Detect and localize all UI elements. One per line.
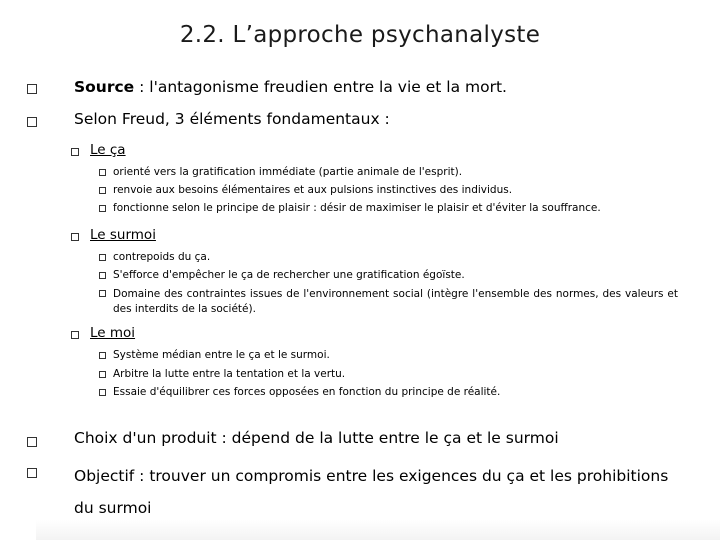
slide-title: 2.2. L’approche psychanalyste [179,22,541,48]
point-text: renvoie aux besoins élémentaires et aux pulsions instinctives des individus. [113,184,513,196]
point-text: contrepoids du ça. [113,251,211,263]
bullet-box-icon [27,84,37,94]
point-text: Domaine des contraintes issues de l'environnement social (intègre l'ensemble des normes, des valeurs et des interdits de la société). [113,288,678,315]
point-text: S'efforce d'empêcher le ça de rechercher une gratification égoïste. [113,269,465,281]
bullet-box-icon [99,389,106,396]
bullet-choix: Choix d'un produit : dépend de la lutte entre le ça et le surmoi [74,429,559,447]
point-text: Système médian entre le ça et le surmoi. [113,349,330,361]
bullet-box-icon [99,352,106,359]
bullet-box-icon [99,290,106,297]
bullet-objectif: Objectif : trouver un compromis entre les exigences du ça et les prohibitions du surmoi [74,467,669,517]
bullet-box-icon [27,437,37,447]
bullet-freud: Selon Freud, 3 éléments fondamentaux : [74,110,390,128]
bullet-source [74,78,507,96]
bullet-box-icon [99,254,106,261]
bullet-box-icon [71,331,79,339]
bullet-text: : l'antagonisme freudien entre la vie et la mort. [134,78,507,96]
bullet-lead: Source [74,78,135,96]
bullet-box-icon [71,233,79,241]
bullet-box-icon [27,468,37,478]
bullet-box-icon [99,272,106,279]
bullet-box-icon [71,148,79,156]
bullet-box-icon [99,371,106,378]
section-heading-moi: Le moi [90,325,136,341]
bullet-box-icon [27,117,37,127]
point-text: Arbitre la lutte entre la tentation et la vertu. [113,368,346,380]
bullet-box-icon [99,205,106,212]
section-heading-ca: Le ça [90,142,126,158]
bullet-box-icon [99,187,106,194]
point-text: orienté vers la gratification immédiate (partie animale de l'esprit). [113,166,463,178]
section-heading-surmoi: Le surmoi [90,227,156,243]
point-text: fonctionne selon le principe de plaisir : désir de maximiser le plaisir et d'éviter la souffrance. [113,202,601,214]
bullet-box-icon [99,169,106,176]
point-text: Essaie d'équilibrer ces forces opposées en fonction du principe de réalité. [113,386,501,398]
